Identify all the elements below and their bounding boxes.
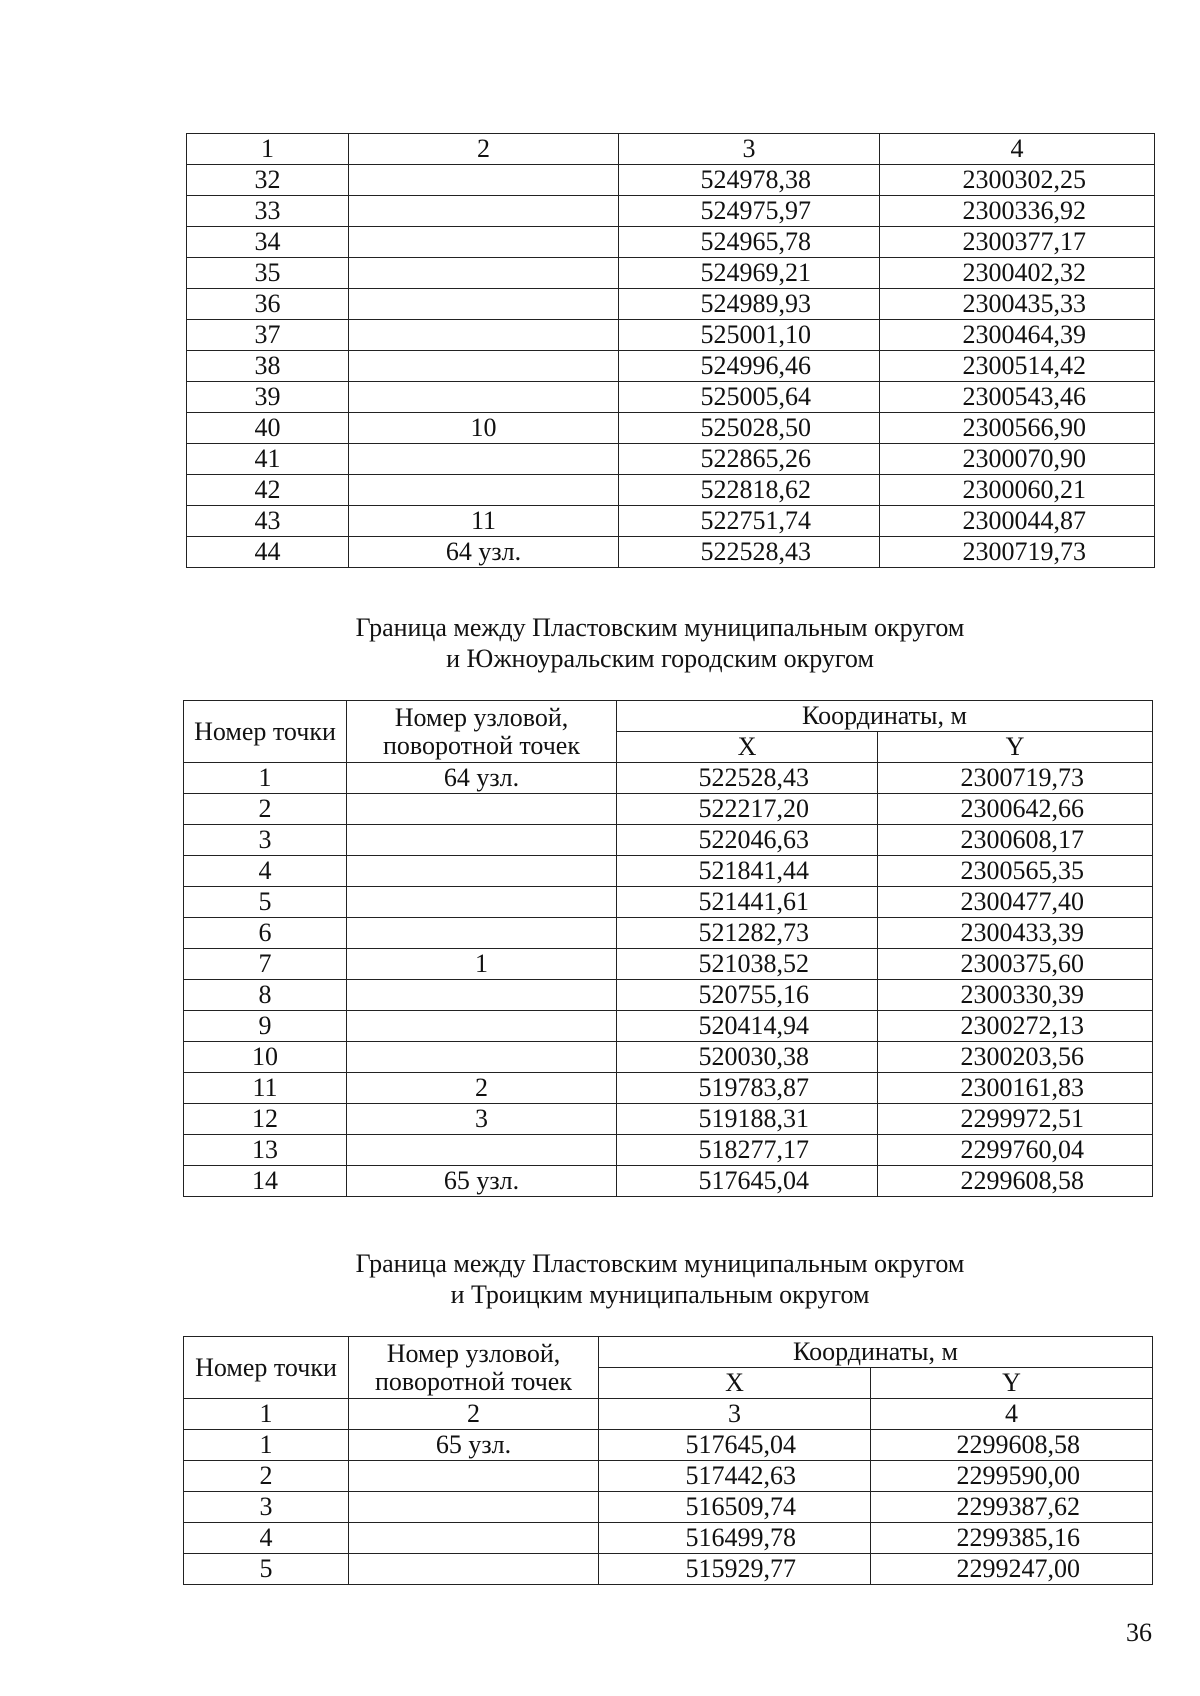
column-number-4: 4 [880, 134, 1155, 165]
cell-point-number: 5 [184, 1554, 349, 1585]
cell-point-number: 34 [187, 227, 349, 258]
table-row [187, 382, 1155, 413]
cell-x: 522865,26 [619, 444, 880, 475]
column-number-2: 2 [349, 134, 619, 165]
table-body [184, 1337, 1153, 1585]
header-coordinates: Координаты, м [617, 701, 1153, 732]
cell-x: 517645,04 [617, 1166, 878, 1197]
cell-point-number: 42 [187, 475, 349, 506]
cell-x: 516499,78 [599, 1523, 871, 1554]
table-row [187, 227, 1155, 258]
header-y: Y [871, 1368, 1153, 1399]
cell-point-number: 1 [184, 1430, 349, 1461]
cell-node-number [349, 289, 619, 320]
cell-y: 2300565,35 [878, 856, 1153, 887]
table-row [184, 918, 1153, 949]
cell-y: 2299608,58 [878, 1166, 1153, 1197]
cell-point-number: 36 [187, 289, 349, 320]
cell-y: 2300070,90 [880, 444, 1155, 475]
cell-point-number: 11 [184, 1073, 347, 1104]
table-row [184, 1135, 1153, 1166]
cell-y: 2300402,32 [880, 258, 1155, 289]
coordinates-table-continued [186, 133, 1155, 568]
cell-node-number [349, 1461, 599, 1492]
column-number-4: 4 [871, 1399, 1153, 1430]
cell-y: 2300514,42 [880, 351, 1155, 382]
cell-point-number: 38 [187, 351, 349, 382]
cell-point-number: 4 [184, 856, 347, 887]
cell-node-number [349, 382, 619, 413]
table-header-row [184, 1337, 1153, 1368]
cell-y: 2300464,39 [880, 320, 1155, 351]
cell-node-number [349, 196, 619, 227]
cell-x: 521282,73 [617, 918, 878, 949]
table-row [187, 196, 1155, 227]
header-node-number: Номер узловой, поворотной точек [349, 1337, 599, 1399]
cell-point-number: 4 [184, 1523, 349, 1554]
table-row [187, 165, 1155, 196]
cell-y: 2300719,73 [880, 537, 1155, 568]
cell-point-number: 14 [184, 1166, 347, 1197]
cell-node-number [349, 1554, 599, 1585]
cell-x: 519188,31 [617, 1104, 878, 1135]
cell-x: 520414,94 [617, 1011, 878, 1042]
cell-point-number: 2 [184, 1461, 349, 1492]
cell-point-number: 12 [184, 1104, 347, 1135]
cell-point-number: 37 [187, 320, 349, 351]
cell-node-number [349, 475, 619, 506]
cell-node-number [347, 856, 617, 887]
table-row [184, 856, 1153, 887]
cell-x: 516509,74 [599, 1492, 871, 1523]
cell-x: 524978,38 [619, 165, 880, 196]
column-number-1: 1 [187, 134, 349, 165]
cell-y: 2300044,87 [880, 506, 1155, 537]
cell-x: 518277,17 [617, 1135, 878, 1166]
cell-y: 2300477,40 [878, 887, 1153, 918]
table-row [184, 980, 1153, 1011]
cell-x: 524975,97 [619, 196, 880, 227]
table-row [184, 1492, 1153, 1523]
cell-x: 525001,10 [619, 320, 880, 351]
cell-node-number [349, 258, 619, 289]
cell-node-number [349, 444, 619, 475]
header-point-number: Номер точки [184, 1337, 349, 1399]
header-x: X [617, 732, 878, 763]
table-row [184, 1042, 1153, 1073]
table-row [187, 537, 1155, 568]
cell-y: 2300433,39 [878, 918, 1153, 949]
table-row [184, 887, 1153, 918]
cell-point-number: 41 [187, 444, 349, 475]
cell-x: 525028,50 [619, 413, 880, 444]
table-row [187, 475, 1155, 506]
cell-point-number: 32 [187, 165, 349, 196]
section-title-line: Граница между Пластовским муниципальным округом [355, 613, 965, 642]
table-row [184, 949, 1153, 980]
cell-y: 2300543,46 [880, 382, 1155, 413]
cell-node-number: 2 [347, 1073, 617, 1104]
cell-node-number [349, 1523, 599, 1554]
cell-node-number [347, 887, 617, 918]
table-body [187, 134, 1155, 568]
cell-y: 2299590,00 [871, 1461, 1153, 1492]
table-row [184, 1554, 1153, 1585]
cell-y: 2299972,51 [878, 1104, 1153, 1135]
section-title-line: и Троицким муниципальным округом [450, 1280, 870, 1309]
cell-node-number: 64 узл. [347, 763, 617, 794]
cell-point-number: 9 [184, 1011, 347, 1042]
cell-y: 2299760,04 [878, 1135, 1153, 1166]
cell-x: 524969,21 [619, 258, 880, 289]
table-row [187, 444, 1155, 475]
header-coordinates: Координаты, м [599, 1337, 1153, 1368]
table-row [184, 1166, 1153, 1197]
column-number-3: 3 [599, 1399, 871, 1430]
cell-x: 522751,74 [619, 506, 880, 537]
column-number-3: 3 [619, 134, 880, 165]
cell-x: 520030,38 [617, 1042, 878, 1073]
cell-y: 2300435,33 [880, 289, 1155, 320]
cell-y: 2300161,83 [878, 1073, 1153, 1104]
table-body [184, 701, 1153, 1197]
page-number: 36 [1126, 1618, 1152, 1647]
section-title-line: и Южноуральским городским округом [446, 644, 874, 673]
table-header-row [187, 134, 1155, 165]
cell-point-number: 3 [184, 1492, 349, 1523]
section-title-line: Граница между Пластовским муниципальным округом [355, 1249, 965, 1278]
cell-y: 2300060,21 [880, 475, 1155, 506]
cell-point-number: 8 [184, 980, 347, 1011]
table-row [184, 825, 1153, 856]
cell-point-number: 10 [184, 1042, 347, 1073]
cell-x: 525005,64 [619, 382, 880, 413]
cell-node-number [347, 1011, 617, 1042]
cell-point-number: 44 [187, 537, 349, 568]
cell-point-number: 40 [187, 413, 349, 444]
cell-x: 522046,63 [617, 825, 878, 856]
cell-node-number: 64 узл. [349, 537, 619, 568]
coordinates-table-yuzhnouralsk [183, 700, 1153, 1197]
cell-point-number: 3 [184, 825, 347, 856]
cell-point-number: 7 [184, 949, 347, 980]
cell-point-number: 35 [187, 258, 349, 289]
cell-x: 522528,43 [617, 763, 878, 794]
cell-point-number: 43 [187, 506, 349, 537]
cell-y: 2300566,90 [880, 413, 1155, 444]
cell-y: 2300336,92 [880, 196, 1155, 227]
table-row [184, 763, 1153, 794]
cell-node-number: 65 узл. [349, 1430, 599, 1461]
cell-x: 522818,62 [619, 475, 880, 506]
cell-node-number [347, 918, 617, 949]
cell-y: 2299608,58 [871, 1430, 1153, 1461]
column-number-2: 2 [349, 1399, 599, 1430]
section-title-yuzhnouralsk [180, 612, 1140, 674]
cell-y: 2300330,39 [878, 980, 1153, 1011]
cell-x: 519783,87 [617, 1073, 878, 1104]
cell-point-number: 2 [184, 794, 347, 825]
coordinates-table-troitsk [183, 1336, 1153, 1585]
table-row [187, 320, 1155, 351]
table-row [187, 351, 1155, 382]
header-point-number: Номер точки [184, 701, 347, 763]
cell-x: 517645,04 [599, 1430, 871, 1461]
header-node-number: Номер узловой, поворотной точек [347, 701, 617, 763]
cell-node-number [347, 1042, 617, 1073]
cell-y: 2299385,16 [871, 1523, 1153, 1554]
cell-point-number: 1 [184, 763, 347, 794]
column-numbers-row [184, 1399, 1153, 1430]
cell-y: 2299387,62 [871, 1492, 1153, 1523]
cell-y: 2300375,60 [878, 949, 1153, 980]
table-row [187, 258, 1155, 289]
cell-y: 2300719,73 [878, 763, 1153, 794]
cell-point-number: 5 [184, 887, 347, 918]
table-row [184, 794, 1153, 825]
cell-node-number [349, 165, 619, 196]
cell-node-number [347, 794, 617, 825]
cell-y: 2300272,13 [878, 1011, 1153, 1042]
table-row [184, 1523, 1153, 1554]
cell-x: 521441,61 [617, 887, 878, 918]
section-title-troitsk [180, 1248, 1140, 1310]
cell-y: 2300642,66 [878, 794, 1153, 825]
cell-point-number: 33 [187, 196, 349, 227]
cell-x: 520755,16 [617, 980, 878, 1011]
cell-node-number: 65 узл. [347, 1166, 617, 1197]
cell-x: 515929,77 [599, 1554, 871, 1585]
cell-node-number [347, 1135, 617, 1166]
header-x: X [599, 1368, 871, 1399]
cell-node-number [349, 351, 619, 382]
cell-node-number [349, 1492, 599, 1523]
cell-x: 517442,63 [599, 1461, 871, 1492]
column-number-1: 1 [184, 1399, 349, 1430]
cell-point-number: 13 [184, 1135, 347, 1166]
cell-node-number: 3 [347, 1104, 617, 1135]
cell-y: 2299247,00 [871, 1554, 1153, 1585]
cell-point-number: 6 [184, 918, 347, 949]
cell-node-number: 1 [347, 949, 617, 980]
table-row [184, 1073, 1153, 1104]
table-row [184, 1430, 1153, 1461]
cell-y: 2300203,56 [878, 1042, 1153, 1073]
table-row [184, 1461, 1153, 1492]
cell-node-number [349, 320, 619, 351]
cell-y: 2300608,17 [878, 825, 1153, 856]
table-row [187, 506, 1155, 537]
header-y: Y [878, 732, 1153, 763]
table-row [184, 1011, 1153, 1042]
cell-node-number [347, 980, 617, 1011]
table-header-row [184, 701, 1153, 732]
table-row [187, 289, 1155, 320]
cell-x: 521841,44 [617, 856, 878, 887]
table-row [184, 1104, 1153, 1135]
cell-x: 522217,20 [617, 794, 878, 825]
cell-node-number [349, 227, 619, 258]
cell-x: 521038,52 [617, 949, 878, 980]
cell-node-number: 11 [349, 506, 619, 537]
cell-y: 2300377,17 [880, 227, 1155, 258]
table-row [187, 413, 1155, 444]
cell-x: 524989,93 [619, 289, 880, 320]
cell-node-number [347, 825, 617, 856]
cell-x: 524996,46 [619, 351, 880, 382]
cell-node-number: 10 [349, 413, 619, 444]
cell-point-number: 39 [187, 382, 349, 413]
cell-y: 2300302,25 [880, 165, 1155, 196]
cell-x: 524965,78 [619, 227, 880, 258]
cell-x: 522528,43 [619, 537, 880, 568]
